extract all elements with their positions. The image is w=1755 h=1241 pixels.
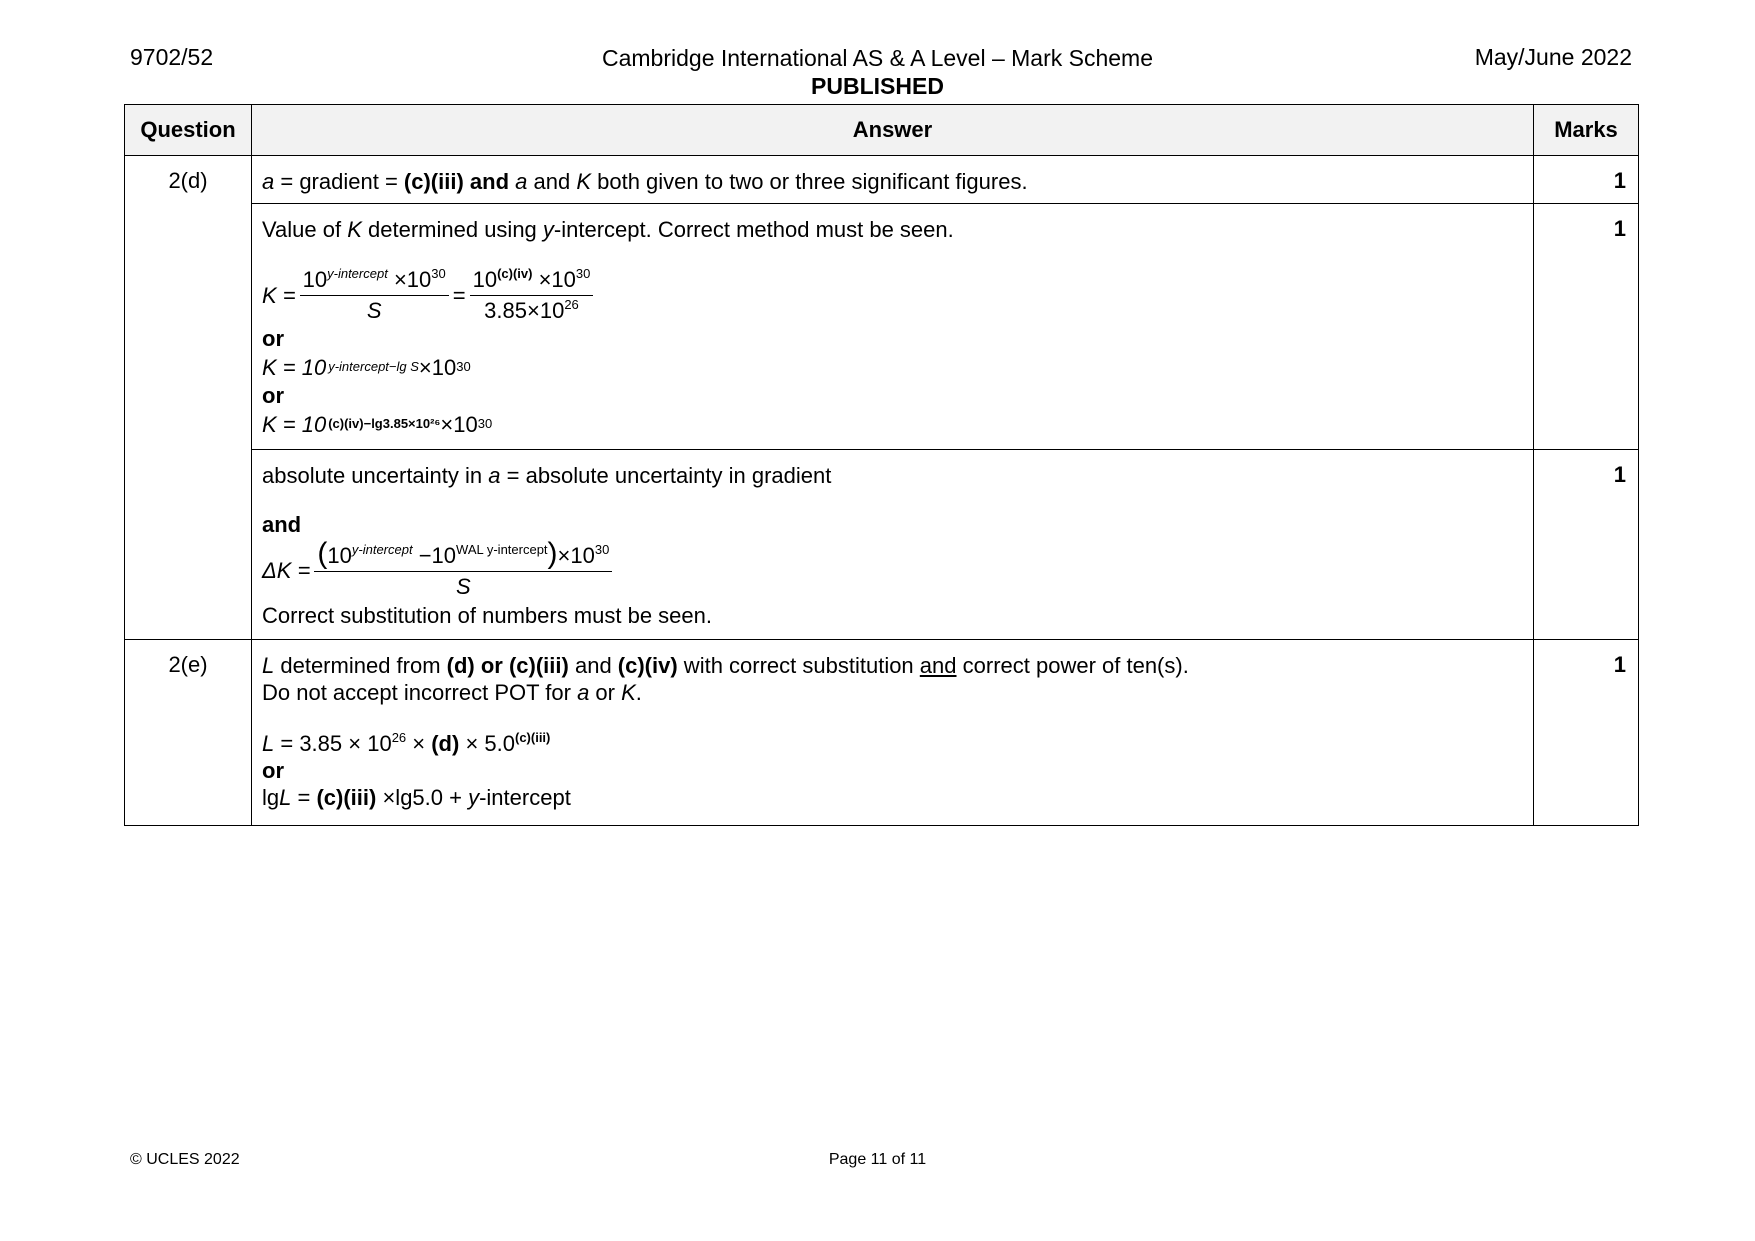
table-row [125, 204, 1639, 450]
symbol-a: a [262, 169, 275, 194]
page-number: Page 11 of 11 [828, 1151, 927, 1168]
answer-text: Value of K determined using y-intercept. Correct method must be seen. [262, 217, 954, 242]
fraction: $\frac{10^{(c)(iv)} \times 10^{30}}{3.85\times 10^{26}}$ [470, 267, 594, 324]
answer-text: both given to two or three significant figures. [591, 169, 1028, 194]
formula-l: $L = 3.85 \times 10^{26} \times (d) \times 5.0^{(c)(iii)}$ [262, 730, 551, 756]
document-title: Cambridge International AS & A Level – Mark Scheme [601, 45, 1154, 71]
formula-k-numeric: K = 10 (c)(iv)−lg3.85×10²⁶ ×10 30 [262, 411, 493, 437]
symbol-a: a [515, 169, 528, 194]
exam-session: May/June 2022 [1474, 44, 1632, 70]
marks-cell: 1 [1534, 640, 1639, 826]
question-number: 2(d) [125, 156, 252, 640]
paper-code: 9702/52 [130, 44, 214, 70]
or-label: or [262, 383, 284, 408]
formula-k-fraction: K = $\frac{10^{y-intercept} \times 10^{30}}{S}$ = $\frac{10^{(c)(iv)} \times 10^{30}}{3.85\times 10^{26}}$ [262, 265, 597, 325]
answer-text: L determined from (d) or (c)(iii) and (c)(iv) with correct substitution and correct power of ten(s). [262, 653, 1189, 678]
mark-scheme-table [124, 104, 1639, 826]
table-header-row [125, 105, 1639, 156]
formula-delta-k: ΔK = $\frac{(10^{y-intercept} -10^{WAL y-intercept})\times 10^{30}}{S}$ [262, 538, 616, 602]
published-label: PUBLISHED [811, 73, 944, 99]
header-marks: Marks [1534, 105, 1639, 156]
symbol-k: K [576, 169, 591, 194]
answer-text: and [527, 169, 577, 194]
marks-cell: 1 [1534, 204, 1639, 450]
formula-k-power: K = 10 y-intercept−lg S ×10 30 [262, 354, 471, 380]
answer-cell [252, 156, 1534, 204]
table-row [125, 640, 1639, 826]
header-answer: Answer [252, 105, 1534, 156]
header-question: Question [125, 105, 252, 156]
question-number: 2(e) [125, 640, 252, 826]
part-reference: (c)(iii) and [403, 169, 516, 194]
or-label: or [262, 326, 284, 351]
answer-text: = gradient = [274, 169, 404, 194]
answer-text: Correct substitution of numbers must be seen. [262, 603, 712, 628]
formula-lg-l: lgL = (c)(iii) ×lg5.0 + y-intercept [262, 785, 571, 810]
table-row [125, 450, 1639, 640]
and-label: and [262, 512, 302, 537]
fraction: $\frac{(10^{y-intercept} -10^{WAL y-intercept})\times 10^{30}}{S}$ [314, 541, 612, 600]
table-row [125, 156, 1639, 204]
answer-text: absolute uncertainty in a = absolute uncertainty in gradient [262, 463, 832, 488]
fraction: $\frac{10^{y-intercept} \times 10^{30}}{S}$ [300, 267, 449, 324]
answer-cell [252, 204, 1534, 450]
or-label: or [262, 758, 284, 783]
marks-cell: 1 [1534, 156, 1639, 204]
answer-text: Do not accept incorrect POT for a or K. [262, 680, 642, 705]
answer-cell [252, 450, 1534, 640]
answer-cell [252, 640, 1534, 826]
marks-cell: 1 [1534, 450, 1639, 640]
copyright: © UCLES 2022 [130, 1151, 240, 1168]
